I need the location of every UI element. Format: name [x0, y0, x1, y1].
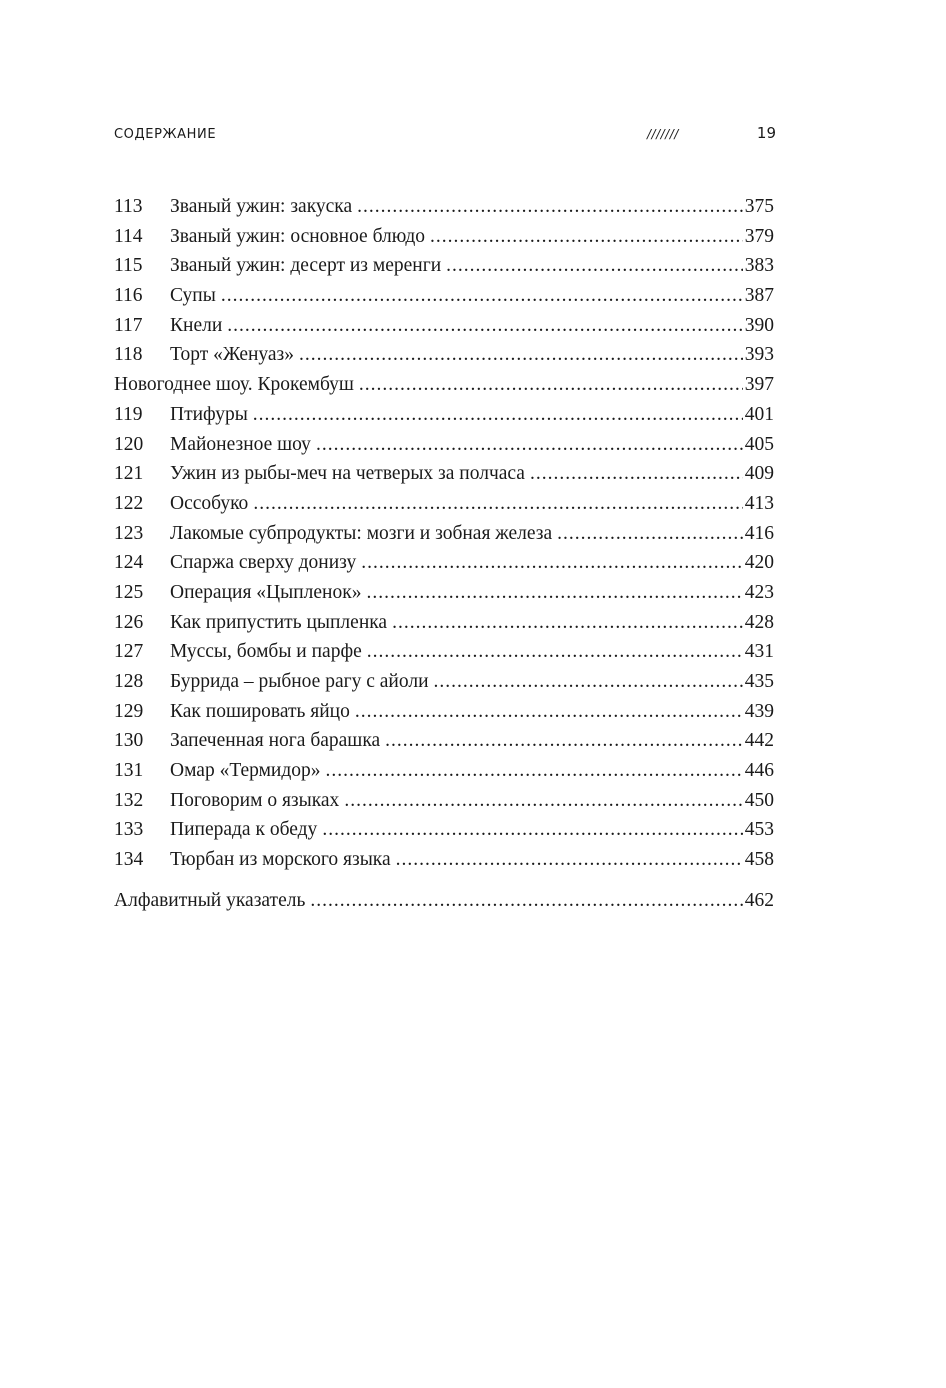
toc-dot-leader [366, 578, 742, 608]
toc-entry-title: Оссобуко [170, 492, 249, 514]
toc-entry-page: 401 [744, 403, 774, 425]
toc-entry-page: 397 [744, 374, 774, 396]
page-number: 19 [756, 124, 776, 142]
toc-entry-number: 126 [114, 611, 144, 633]
toc-entry [114, 400, 774, 430]
toc-entry-number: 120 [114, 433, 144, 455]
toc-entry-number: 123 [114, 522, 144, 544]
toc-entry-page: 413 [744, 492, 774, 514]
toc-entry-number: 125 [114, 581, 144, 603]
toc-entry-page: 375 [744, 196, 774, 217]
toc-entry-page: 423 [744, 581, 774, 603]
toc-entry-page: 405 [744, 433, 774, 455]
running-head [114, 124, 776, 144]
toc-entry-title: Торт «Женуаз» [170, 344, 295, 366]
toc-entry-number: 134 [114, 849, 144, 871]
toc-entry-title: Омар «Термидор» [170, 760, 321, 782]
toc-entry-title: Званый ужин: закуска [170, 196, 353, 217]
toc-entry-page: 420 [744, 552, 774, 574]
toc-entry-title: Званый ужин: основное блюдо [170, 225, 426, 247]
header-ornament: /////// [647, 127, 679, 141]
toc-entry-title: Операция «Цыпленок» [170, 581, 362, 603]
toc-entry-page: 453 [744, 819, 774, 841]
toc-dot-leader [385, 726, 743, 756]
toc-entry [114, 578, 774, 608]
toc-dot-leader [355, 697, 743, 727]
toc-entry-number: 131 [114, 760, 144, 782]
toc-entry [114, 726, 774, 756]
toc-entry-page: 383 [744, 255, 774, 277]
toc-dot-leader [344, 786, 742, 816]
toc-entry-number: 113 [114, 196, 143, 217]
toc-dot-leader [253, 400, 743, 430]
toc-entry-number: 124 [114, 552, 144, 574]
toc-dot-leader [396, 845, 743, 875]
toc-dot-leader [430, 222, 743, 252]
toc-entry [114, 192, 774, 222]
section-title: СОДЕРЖАНИЕ [114, 127, 217, 142]
toc-entry [114, 637, 774, 667]
toc-entry-page: 450 [744, 789, 774, 811]
toc-entry [114, 786, 774, 816]
toc-entry [114, 430, 774, 460]
toc-entry [114, 886, 774, 916]
toc-entry-title: Лакомые субпродукты: мозги и зобная железа [170, 522, 553, 544]
toc-entry-number: 118 [114, 344, 143, 366]
toc-entry [114, 281, 774, 311]
toc-entry-page: 416 [744, 522, 774, 544]
table-of-contents [114, 192, 774, 916]
toc-entry-title: Званый ужин: десерт из меренги [170, 255, 442, 277]
toc-entry-title: Птифуры [170, 403, 248, 425]
toc-dot-leader [326, 756, 743, 786]
toc-entry [114, 519, 774, 549]
toc-entry [114, 222, 774, 252]
toc-entry [114, 697, 774, 727]
toc-entry-page: 458 [744, 849, 774, 871]
toc-entry-page: 409 [744, 463, 774, 485]
toc-entry-number: 119 [114, 403, 143, 425]
toc-dot-leader [446, 251, 743, 281]
toc-entry-page: 462 [744, 889, 774, 911]
toc-dot-leader [359, 370, 743, 400]
toc-entry-number: 133 [114, 819, 144, 841]
toc-entry-title: Муссы, бомбы и парфе [170, 641, 362, 663]
toc-entry-title: Пиперада к обеду [170, 819, 318, 841]
toc-entry-title: Как пошировать яйцо [170, 700, 350, 722]
toc-entry-number: 116 [114, 285, 143, 307]
toc-entry-number: 130 [114, 730, 144, 752]
toc-entry [114, 815, 774, 845]
toc-entry [114, 251, 774, 281]
toc-dot-leader [361, 548, 743, 578]
toc-dot-leader [299, 340, 743, 370]
toc-dot-leader [434, 667, 743, 697]
toc-entry-title: Поговорим о языках [170, 789, 340, 811]
toc-entry [114, 370, 774, 400]
toc-dot-leader [530, 459, 743, 489]
toc-entry [114, 756, 774, 786]
toc-entry-title: Запеченная нога барашка [170, 730, 381, 752]
toc-dot-leader [357, 192, 743, 222]
toc-entry-page: 435 [744, 671, 774, 692]
toc-dot-leader [310, 886, 742, 916]
toc-entry-number: 129 [114, 700, 144, 722]
toc-entry [114, 608, 774, 638]
toc-entry-page: 442 [744, 730, 774, 752]
toc-entry-number: 121 [114, 463, 144, 485]
toc-entry-number: 114 [114, 225, 143, 247]
toc-dot-leader [392, 608, 743, 638]
toc-entry [114, 845, 774, 875]
toc-entry-number: 132 [114, 789, 144, 811]
toc-entry-page: 390 [744, 314, 774, 336]
toc-entry-page: 428 [744, 611, 774, 633]
toc-entry-title: Алфавитный указатель [114, 889, 306, 911]
toc-dot-leader [322, 815, 742, 845]
toc-entry-page: 393 [744, 344, 774, 366]
toc-entry [114, 311, 774, 341]
toc-entry-title: Как припустить цыпленка [170, 611, 388, 633]
toc-dot-leader [367, 637, 743, 667]
toc-entry-page: 439 [744, 700, 774, 722]
toc-entry-title: Тюрбан из морского языка [170, 849, 391, 871]
toc-entry-page: 446 [744, 760, 774, 782]
toc-entry-title: Супы [170, 285, 216, 307]
toc-entry [114, 489, 774, 519]
toc-entry-title: Майонезное шоу [170, 433, 311, 455]
toc-entry [114, 548, 774, 578]
toc-entry [114, 459, 774, 489]
toc-entry-number: 127 [114, 641, 144, 663]
toc-entry-title: Кнели [170, 314, 223, 336]
toc-entry-page: 431 [744, 641, 774, 663]
toc-entry-page: 379 [744, 225, 774, 247]
toc-dot-leader [316, 430, 743, 460]
toc-dot-leader [557, 519, 743, 549]
toc-dot-leader [253, 489, 742, 519]
toc-entry [114, 340, 774, 370]
toc-entry-number: 117 [114, 314, 143, 336]
toc-dot-leader [221, 281, 743, 311]
toc-entry-number: 115 [114, 255, 143, 277]
toc-entry-title: Спаржа сверху донизу [170, 552, 357, 574]
toc-entry-title: Ужин из рыбы-меч на четверых за полчаса [170, 463, 525, 485]
toc-entry [114, 667, 774, 697]
toc-entry-title: Новогоднее шоу. Крокембуш [114, 374, 354, 396]
toc-entry-page: 387 [744, 285, 774, 307]
toc-dot-leader [227, 311, 742, 341]
toc-entry-number: 128 [114, 671, 144, 692]
toc-entry-number: 122 [114, 492, 144, 514]
toc-entry-title: Буррида – рыбное рагу с айоли [170, 671, 429, 692]
